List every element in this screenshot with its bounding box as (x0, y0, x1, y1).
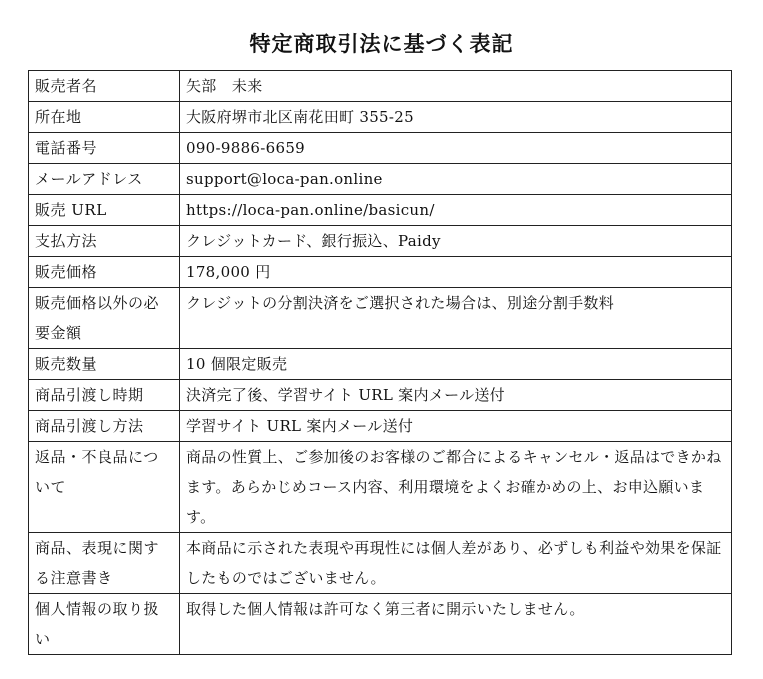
table-row (29, 533, 732, 594)
row-label-returns: 返品・不良品について (29, 442, 180, 533)
table-row (29, 226, 732, 257)
row-label-phone: 電話番号 (29, 133, 180, 164)
table-row (29, 442, 732, 533)
row-label-delivery-method: 商品引渡し方法 (29, 411, 180, 442)
table-row (29, 164, 732, 195)
row-label-email: メールアドレス (29, 164, 180, 195)
row-label-payment-method: 支払方法 (29, 226, 180, 257)
row-value-sales-url: https://loca-pan.online/basicun/ (180, 195, 732, 226)
table-row (29, 102, 732, 133)
page-title: 特定商取引法に基づく表記 (249, 32, 514, 56)
table-row (29, 257, 732, 288)
row-label-seller-name: 販売者名 (29, 71, 180, 102)
row-value-privacy: 取得した個人情報は許可なく第三者に開示いたしません。 (180, 594, 732, 655)
row-label-additional-fees: 販売価格以外の必要金額 (29, 288, 180, 349)
row-label-sales-url: 販売 URL (29, 195, 180, 226)
row-label-quantity: 販売数量 (29, 349, 180, 380)
row-value-phone: 090-9886-6659 (180, 133, 732, 164)
row-value-payment-method: クレジットカード、銀行振込、Paidy (180, 226, 732, 257)
row-value-seller-name: 矢部 未来 (180, 71, 732, 102)
row-value-disclaimer: 本商品に示された表現や再現性には個人差があり、必ずしも利益や効果を保証したものではございません。 (180, 533, 732, 594)
row-label-delivery-timing: 商品引渡し時期 (29, 380, 180, 411)
row-value-email: support@loca-pan.online (180, 164, 732, 195)
row-value-delivery-method: 学習サイト URL 案内メール送付 (180, 411, 732, 442)
row-value-quantity: 10 個限定販売 (180, 349, 732, 380)
row-value-price: 178,000 円 (180, 257, 732, 288)
table-row (29, 411, 732, 442)
table-row (29, 288, 732, 349)
row-label-price: 販売価格 (29, 257, 180, 288)
row-value-additional-fees: クレジットの分割決済をご選択された場合は、別途分割手数料 (180, 288, 732, 349)
table-row (29, 71, 732, 102)
row-value-returns: 商品の性質上、ご参加後のお客様のご都合によるキャンセル・返品はできかねます。あらかじめコース内容、利用環境をよくお確かめの上、お申込願います。 (180, 442, 732, 533)
table-row (29, 133, 732, 164)
row-label-privacy: 個人情報の取り扱い (29, 594, 180, 655)
row-value-delivery-timing: 決済完了後、学習サイト URL 案内メール送付 (180, 380, 732, 411)
row-label-address: 所在地 (29, 102, 180, 133)
table-row (29, 349, 732, 380)
row-label-disclaimer: 商品、表現に関する注意書き (29, 533, 180, 594)
table-row (29, 380, 732, 411)
legal-info-table (28, 70, 732, 655)
table-row (29, 594, 732, 655)
row-value-address: 大阪府堺市北区南花田町 355-25 (180, 102, 732, 133)
table-row (29, 195, 732, 226)
